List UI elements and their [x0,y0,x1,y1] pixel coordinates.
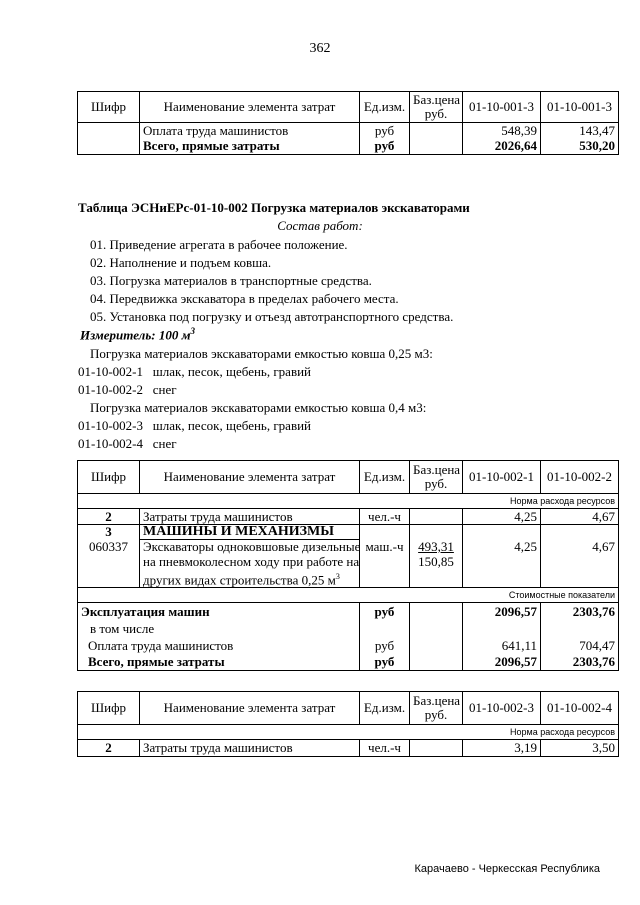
group-item: 01-10-002-4 снег [78,436,177,451]
row-value-1: 4,25 [463,540,541,555]
table-row [78,555,619,570]
table-row [78,139,619,155]
norm-note-row [78,494,619,509]
header-col2: 01-10-002-4 [541,692,619,725]
header-unit: Ед.изм. [360,692,410,725]
row-unit: руб [360,123,410,139]
row-name: Затраты труда машинистов [140,740,360,757]
header-col1: 01-10-002-3 [463,692,541,725]
row-unit: руб [360,654,410,670]
work-item: 02. Наполнение и подъем ковша. [90,255,272,270]
header-unit: Ед.изм. [360,461,410,494]
row-value-1: 3,19 [463,740,541,757]
row-code: 060337 [78,540,140,555]
header-col2: 01-10-001-3 [541,92,619,123]
cost-table-top [77,91,619,155]
norm-note: Норма расхода ресурсов [78,494,619,509]
header-code: Шифр [78,461,140,494]
table-row [78,637,619,654]
table-row [78,509,619,525]
row-value-2: 530,20 [541,139,619,155]
row-code: 3 [78,525,140,540]
row-value-2: 2303,76 [541,654,619,670]
group-title: Погрузка материалов экскаваторами емкостью ковша 0,25 м3: [90,346,433,361]
row-base-price: 493,31 [410,540,463,555]
composition-title: Состав работ: [277,218,363,233]
row-name: других видах строительства 0,25 $м^3$ [140,570,360,588]
row-value-2: 2303,76 [541,602,619,620]
row-value-2: 4,67 [541,540,619,555]
work-item: 04. Передвижка экскаватора в пределах рабочего места. [90,291,399,306]
group-item: 01-10-002-2 снег [78,382,177,397]
row-value-2: 143,47 [541,123,619,139]
meter-label: Измеритель: 100 $м^3$ [80,326,195,343]
header-base-price: Баз.цена руб. [410,92,463,123]
header-name: Наименование элемента затрат [140,92,360,123]
cost-note: Стоимостные показатели [78,587,619,602]
header-base-price: Баз.цена руб. [410,692,463,725]
work-item: 05. Установка под погрузку и отъезд автотранспортного средства. [90,309,454,324]
table-row [78,620,619,637]
machines-section-title: МАШИНЫ И МЕХАНИЗМЫ [140,525,360,540]
cost-table-bottom [77,691,619,757]
row-name: Эксплуатация машин [78,602,360,620]
table-row [78,602,619,620]
row-name: Оплата труда машинистов [140,123,360,139]
row-value-1: 2096,57 [463,654,541,670]
table-row [78,654,619,670]
header-base-price: Баз.цена руб. [410,461,463,494]
table-header [78,92,619,123]
cost-note-row [78,587,619,602]
row-name: Всего, прямые затраты [140,139,360,155]
group-item: 01-10-002-3 шлак, песок, щебень, гравий [78,418,312,433]
row-name: Всего, прямые затраты [78,654,360,670]
norm-note: Норма расхода ресурсов [78,725,619,740]
footer-region: Карачаево - Черкесская Республика [414,863,600,875]
cost-table-middle [77,460,619,671]
row-value-2: 4,67 [541,509,619,525]
table-row [78,540,619,555]
table-row [78,570,619,588]
row-unit: маш.-ч [360,540,410,555]
table-header [78,692,619,725]
group-item: 01-10-002-1 шлак, песок, щебень, гравий [78,364,312,379]
row-value-2: 3,50 [541,740,619,757]
row-unit: руб [360,602,410,620]
section-title: Таблица ЭСНиЕРс-01-10-002 Погрузка материалов экскаваторами [78,200,470,215]
row-name: на пневмоколесном ходу при работе на [140,555,360,570]
row-unit: руб [360,139,410,155]
row-value-1: 4,25 [463,509,541,525]
row-value-1: 2026,64 [463,139,541,155]
page-number: 362 [309,41,331,56]
row-value-1: 2096,57 [463,602,541,620]
row-unit: руб [360,637,410,654]
header-unit: Ед.изм. [360,92,410,123]
row-name: в том числе [78,620,360,637]
row-base-price: 150,85 [410,555,463,570]
header-code: Шифр [78,692,140,725]
header-name: Наименование элемента затрат [140,461,360,494]
row-code: 2 [78,740,140,757]
table-row [78,740,619,757]
header-col1: 01-10-001-3 [463,92,541,123]
header-name: Наименование элемента затрат [140,692,360,725]
work-item: 03. Погрузка материалов в транспортные средства. [90,273,372,288]
table-header [78,461,619,494]
row-name: Экскаваторы одноковшовые дизельные [140,540,360,555]
table-row [78,525,619,540]
group-title: Погрузка материалов экскаваторами емкостью ковша 0,4 м3: [90,400,427,415]
header-code: Шифр [78,92,140,123]
row-name: Оплата труда машинистов [78,637,360,654]
row-value-1: 641,11 [463,637,541,654]
row-unit: чел.-ч [360,740,410,757]
header-col2: 01-10-002-2 [541,461,619,494]
work-item: 01. Приведение агрегата в рабочее положение. [90,237,348,252]
row-unit: чел.-ч [360,509,410,525]
row-name: Затраты труда машинистов [140,509,360,525]
row-value-2: 704,47 [541,637,619,654]
row-value-1: 548,39 [463,123,541,139]
norm-note-row [78,725,619,740]
row-code: 2 [78,509,140,525]
table-row [78,123,619,139]
header-col1: 01-10-002-1 [463,461,541,494]
